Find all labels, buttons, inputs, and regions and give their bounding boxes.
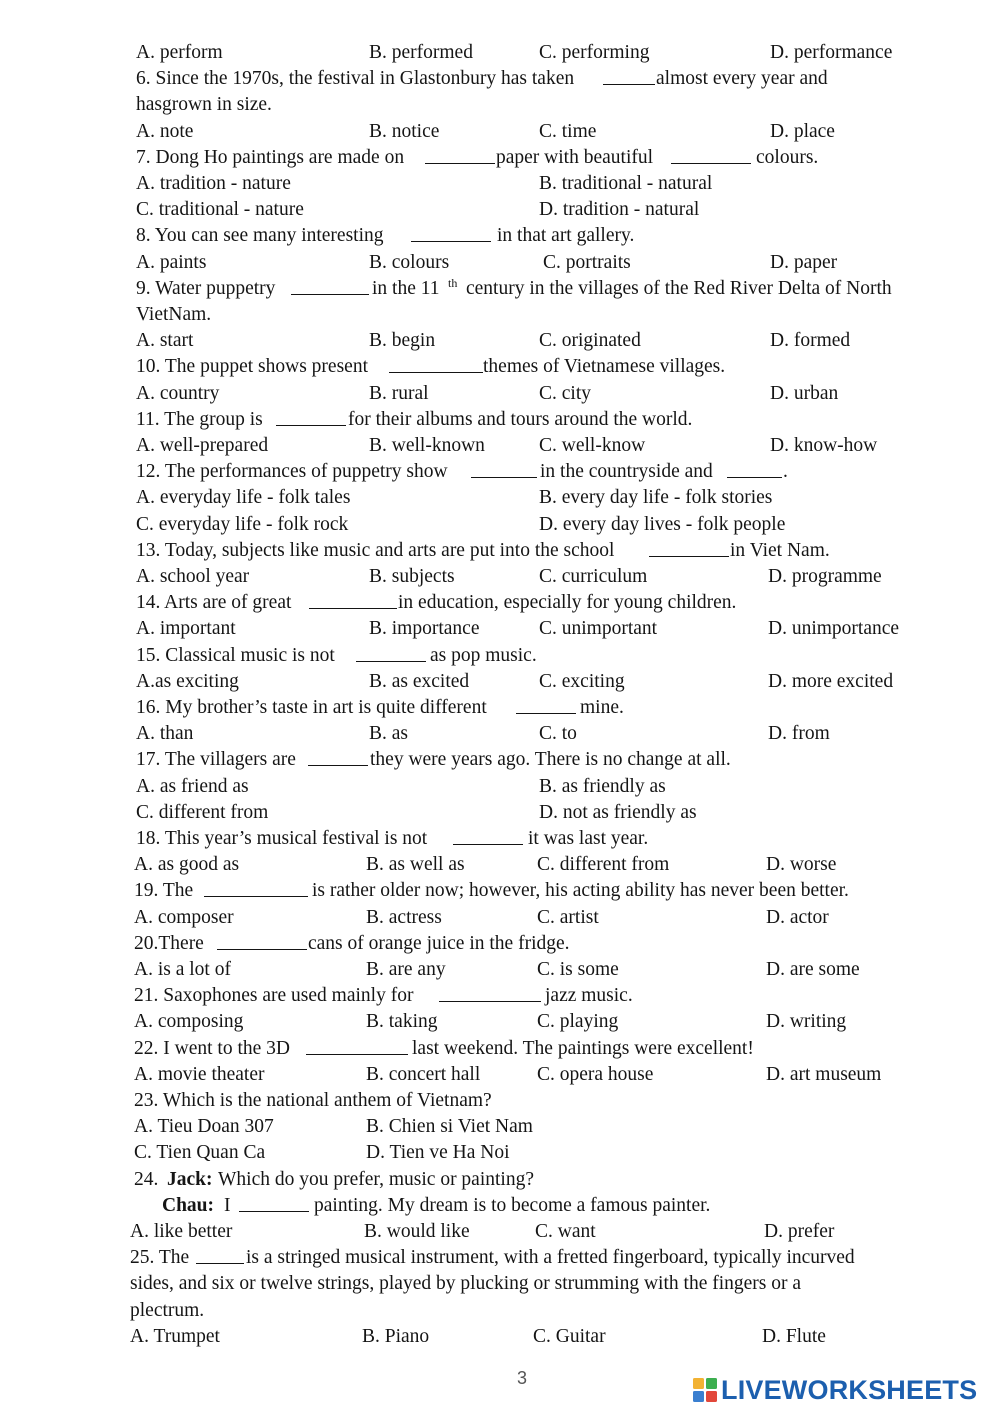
question-text: is a stringed musical instrument, with a fretted fingerboard, typically incurved [246,1247,855,1269]
answer-option: B. traditional - natural [539,173,713,194]
answer-option: C. exciting [539,670,625,692]
text-line [0,1114,1000,1140]
text-line [0,695,1000,721]
answer-option: B. begin [369,330,436,352]
question-text: 21. Saxophones are used mainly for [134,985,414,1007]
answer-option: B. rural [369,382,429,404]
answer-option: C. originated [539,330,641,352]
answer-option: D. Flute [762,1325,826,1347]
question-text: in Viet Nam. [730,539,830,561]
liveworksheets-wordmark: LIVEWORKSHEETS [721,1374,978,1405]
answer-option: B. as friendly as [539,775,666,797]
question-text: mine. [580,697,624,718]
text-line [0,1167,1000,1193]
text-line [0,328,1000,354]
answer-option: D. are some [766,959,860,980]
answer-option: A. paints [136,251,207,273]
text-line [0,1245,1000,1271]
question-text: 25. The [130,1247,190,1269]
question-text: is rather older now; however, his acting ability has never been better. [312,880,849,902]
answer-option: B. actress [366,906,442,928]
text-line [0,905,1000,931]
question-text: . [783,461,788,483]
answer-blank [291,276,369,295]
text-line [0,983,1000,1009]
answer-option: C. to [539,723,577,745]
answer-blank [671,145,751,164]
text-line [0,276,1000,302]
answer-blank [389,354,483,373]
answer-option: C. artist [537,906,599,928]
answer-blank [603,66,655,85]
answer-option: D. programme [768,566,882,587]
question-text: 10. The puppet shows present [136,356,368,378]
question-text: for their albums and tours around the world. [348,408,693,430]
text-line [0,669,1000,695]
speaker-label: Jack: [167,1168,213,1190]
answer-blank [727,459,782,478]
question-text: painting. My dream is to become a famous painter. [314,1194,711,1216]
answer-blank [308,747,368,766]
answer-option: A.as exciting [136,670,239,692]
text-line [0,145,1000,171]
question-text: century in the villages of the Red River Delta of North [466,277,892,299]
text-line [0,66,1000,92]
question-text: 23. Which is the national anthem of Vietnam? [134,1090,492,1111]
speaker-label: Chau: [162,1194,215,1216]
question-text: cans of orange juice in the fridge. [308,932,570,954]
question-text: it was last year. [528,828,649,849]
answer-option: A. important [136,618,236,640]
answer-option: B. performed [369,42,473,63]
answer-blank [276,407,346,426]
answer-blank [471,459,537,478]
answer-option: C. everyday life - folk rock [136,513,349,535]
answer-option: A. school year [136,566,250,587]
answer-option: A. well-prepared [136,435,269,456]
answer-blank [196,1245,244,1264]
answer-option: B. subjects [369,566,455,587]
question-text: as pop music. [430,644,537,666]
text-line [0,1009,1000,1035]
answer-option: A. movie theater [134,1063,265,1085]
question-text: Which do you prefer, music or painting? [218,1168,534,1190]
text-line [0,826,1000,852]
answer-option: D. place [770,120,835,142]
answer-option: A. start [136,330,194,352]
question-text: 16. My brother’s taste in art is quite different [136,697,487,718]
answer-option: A. than [136,723,194,745]
answer-option: C. opera house [537,1063,654,1085]
text-line [0,721,1000,747]
text-line [0,538,1000,564]
answer-blank [649,538,729,557]
answer-option: B. importance [369,618,480,640]
text-line [0,957,1000,983]
question-text: 22. I went to the 3D [134,1037,290,1059]
question-text: 17. The villagers are [136,749,296,771]
text-line [0,485,1000,511]
answer-option: C. unimportant [539,618,658,640]
text-line [0,354,1000,380]
answer-option: D. Tien ve Ha Noi [366,1142,510,1164]
answer-blank [204,878,308,897]
answer-option: B. taking [366,1011,438,1033]
question-text: 18. This year’s musical festival is not [136,828,428,849]
text-line [0,1140,1000,1166]
answer-option: B. notice [369,120,440,142]
answer-option: B. every day life - folk stories [539,487,773,509]
text-line [0,92,1000,118]
text-line [0,1324,1000,1350]
question-text: 14. Arts are of great [136,592,292,614]
answer-option: D. art museum [766,1063,882,1085]
text-line [0,931,1000,957]
question-text: paper with beautiful [496,146,654,168]
question-text: in that art gallery. [497,225,635,247]
text-line [0,590,1000,616]
question-text: they were years ago. There is no change at all. [370,749,731,771]
text-line [0,40,1000,66]
liveworksheets-icon [692,1377,718,1403]
answer-option: C. Tien Quan Ca [134,1142,266,1164]
answer-blank [453,826,523,845]
text-line [0,1298,1000,1324]
answer-blank [425,145,495,164]
question-text: 15. Classical music is not [136,644,335,666]
answer-option: D. actor [766,906,829,928]
text-line [0,512,1000,538]
text-line [0,407,1000,433]
text-line [0,459,1000,485]
answer-option: A. Trumpet [130,1325,220,1347]
answer-option: D. every day lives - folk people [539,513,786,535]
answer-option: A. composing [134,1011,244,1033]
text-line [0,1036,1000,1062]
answer-blank [356,643,426,662]
answer-option: B. colours [369,251,450,273]
answer-blank [439,983,541,1002]
answer-option: C. performing [539,42,650,63]
answer-option: D. prefer [764,1221,835,1242]
answer-option: B. concert hall [366,1063,481,1085]
question-text: 12. The performances of puppetry show [136,461,448,483]
question-text: hasgrown in size. [136,94,272,116]
text-line [0,171,1000,197]
answer-option: A. perform [136,42,223,63]
answer-blank [411,223,491,242]
question-text: colours. [756,146,819,168]
answer-option: C. playing [537,1011,619,1033]
answer-option: B. well-known [369,435,485,456]
question-text: themes of Vietnamese villages. [483,356,726,378]
text-line [0,250,1000,276]
answer-option: D. know-how [770,435,878,456]
answer-option: A. tradition - nature [136,173,291,194]
question-text: 11. The group is [136,408,263,430]
text-line [0,774,1000,800]
answer-option: D. not as friendly as [539,801,697,823]
text-line [0,433,1000,459]
answer-option: A. composer [134,906,234,928]
text-line [0,1062,1000,1088]
text-line [0,223,1000,249]
text-line [0,564,1000,590]
answer-option: C. traditional - nature [136,199,304,221]
answer-option: B. as excited [369,670,470,692]
answer-option: C. different from [537,854,670,876]
answer-blank [516,695,576,714]
answer-option: D. writing [766,1011,847,1033]
answer-option: A. country [136,382,220,404]
question-text: sides, and six or twelve strings, played by plucking or strumming with the fingers or a [130,1273,802,1295]
question-text: 7. Dong Ho paintings are made on [136,146,405,168]
question-text: in the 11 [372,277,440,299]
text-line [0,302,1000,328]
answer-option: D. more excited [768,670,894,692]
text-line [0,878,1000,904]
question-text: 6. Since the 1970s, the festival in Glastonbury has taken [136,68,575,90]
question-text: 24. [134,1168,159,1190]
question-text: plectrum. [130,1299,205,1321]
answer-option: C. curriculum [539,566,648,587]
question-text: 19. The [134,880,194,902]
question-text: 8. You can see many interesting [136,225,384,247]
answer-option: A. everyday life - folk tales [136,487,351,509]
answer-option: B. are any [366,959,446,980]
answer-option: B. would like [364,1221,470,1242]
text-line [0,1088,1000,1114]
answer-option: D. unimportance [768,618,900,640]
text-line [0,381,1000,407]
answer-option: C. well-know [539,435,646,456]
text-line [0,800,1000,826]
question-text: last weekend. The paintings were excellent! [412,1037,754,1059]
answer-option: A. is a lot of [134,959,231,980]
answer-option: C. Guitar [533,1325,606,1347]
question-text: in education, especially for young children. [398,592,737,614]
answer-blank [309,590,397,609]
question-text: VietNam. [136,304,212,325]
answer-blank [217,931,307,950]
answer-blank [306,1036,408,1055]
answer-option: C. want [535,1221,596,1242]
answer-option: C. city [539,382,591,404]
answer-option: C. different from [136,801,269,823]
page-number: 3 [517,1368,528,1388]
answer-option: B. Piano [362,1325,430,1347]
question-text: in the countryside and [540,461,713,483]
answer-option: C. portraits [543,251,631,273]
question-text: 20.There [134,932,204,954]
answer-blank [239,1193,309,1212]
answer-option: B. Chien si Viet Nam [366,1116,533,1138]
answer-option: B. as well as [366,854,465,876]
liveworksheets-logo [692,1373,977,1407]
answer-option: D. formed [770,330,851,352]
answer-option: A. like better [130,1221,233,1242]
text-line [0,643,1000,669]
question-text: I [224,1194,231,1216]
question-text: jazz music. [545,985,633,1007]
answer-option: B. as [369,723,408,745]
answer-option: A. as friend as [136,775,249,797]
answer-option: D. performance [770,42,893,63]
question-text: 13. Today, subjects like music and arts are put into the school [136,539,615,561]
answer-option: D. urban [770,382,839,404]
question-text: 9. Water puppetry [136,277,276,299]
answer-option: D. tradition - natural [539,199,700,221]
answer-option: A. as good as [134,854,240,876]
answer-option: C. is some [537,959,619,980]
question-text: almost every year and [656,68,828,90]
text-line [0,852,1000,878]
text-line [0,616,1000,642]
answer-option: D. paper [770,251,838,273]
text-line [0,1271,1000,1297]
answer-option: D. from [768,723,830,745]
text-line [0,119,1000,145]
text-line [0,1193,1000,1219]
text-line [0,747,1000,773]
text-line [0,197,1000,223]
answer-option: C. time [539,120,597,142]
text-line [0,1219,1000,1245]
superscript: th [448,275,458,290]
answer-option: A. Tieu Doan 307 [134,1116,274,1138]
answer-option: D. worse [766,854,837,876]
answer-option: A. note [136,120,194,142]
